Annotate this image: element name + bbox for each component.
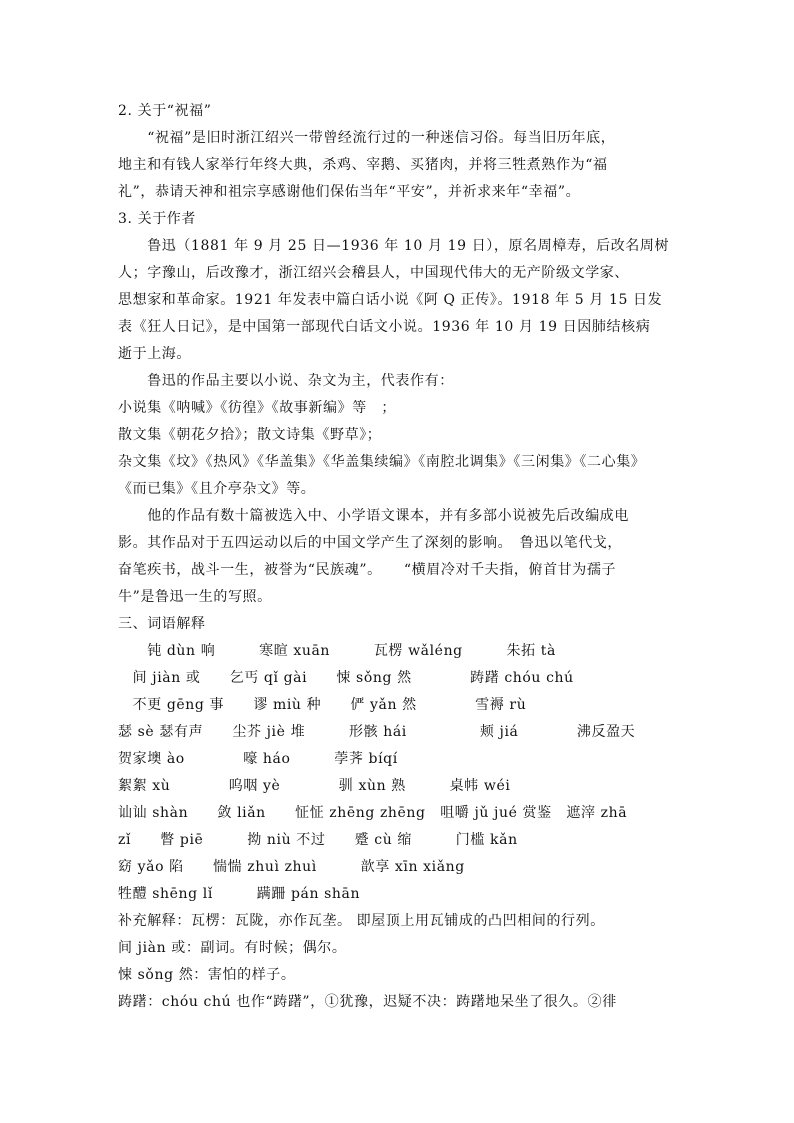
supplementary-explanation: 悚 sǒng 然：害怕的样子。: [118, 967, 296, 983]
supplementary-explanation: 踌躇：chóu chú 也作“踌躇”，①犹豫，迟疑不决：踌躇地呆坐了很久。②徘: [118, 994, 617, 1010]
paragraph-line: 思想家和革命家。1921 年发表中篇白话小说《阿 Q 正传》。1918 年 5 月 15 日发: [118, 292, 663, 308]
paragraph-line: 牛”是鲁迅一生的写照。: [118, 589, 272, 605]
works-list-item: 散文集《朝花夕拾》；散文诗集《野草》；: [118, 427, 382, 443]
paragraph-line: 鲁迅的作品主要以小说、杂文为主，代表作有：: [118, 373, 454, 389]
supplementary-explanation: 间 jiàn 或：副词。有时候；偶尔。: [118, 940, 347, 956]
paragraph-line: 逝于上海。: [118, 346, 191, 362]
vocabulary-row: 钝 dùn 响 寒暄 xuān 瓦楞 wǎléng 朱拓 tà: [118, 643, 556, 659]
works-list-item: 小说集《呐喊》《彷徨》《故事新编》等 ；: [118, 400, 396, 416]
vocabulary-row: 絮絮 xù 呜咽 yè 驯 xùn 熟 桌帏 wéi: [118, 778, 511, 794]
section-heading-author: 3. 关于作者: [118, 211, 197, 227]
paragraph-line: 鲁迅（1881 年 9 月 25 日—1936 年 10 月 19 日），原名周樟寿，后改名周树: [118, 238, 670, 254]
vocabulary-row: 不更 gēng 事 谬 miù 种 俨 yǎn 然 雪褥 rù: [118, 697, 527, 713]
section-heading-zhufu: 2. 关于“祝福”: [118, 103, 212, 119]
vocabulary-row: zǐ 瞥 piē 拗 niù 不过 蹙 cù 缩 门槛 kǎn: [118, 832, 518, 848]
paragraph-line: 表《狂人日记》，是中国第一部现代白话文小说。1936 年 10 月 19 日因肺结核病: [118, 319, 651, 335]
paragraph-line: 他的作品有数十篇被选入中、小学语文课本，并有多部小说被先后改编成电: [118, 508, 629, 524]
works-list-item: 《而已集》《且介亭杂文》等。: [118, 481, 316, 497]
works-list-item: 杂文集《坟》《热风》《华盖集》《华盖集续编》《南腔北调集》《三闲集》《二心集》: [118, 454, 646, 470]
section-heading-vocabulary: 三、词语解释: [118, 616, 206, 632]
paragraph-line: “祝福”是旧时浙江绍兴一带曾经流行过的一种迷信习俗。每当旧历年底，: [118, 130, 616, 146]
paragraph-line: 礼”，恭请天神和祖宗享感谢他们保佑当年“平安”，并祈求来年“幸福”。: [118, 184, 581, 200]
paragraph-line: 奋笔疾书，战斗一生，被誉为“民族魂”。 “横眉冷对千夫指，俯首甘为孺子: [118, 562, 617, 578]
vocabulary-row: 瑟 sè 瑟有声 尘芥 jiè 堆 形骸 hái 颊 jiá 沸反盈天: [118, 724, 636, 740]
paragraph-line: 人；字豫山，后改豫才，浙江绍兴会稽县人，中国现代伟大的无产阶级文学家、: [118, 265, 629, 281]
vocabulary-row: 牲醴 shēng lǐ 蹒跚 pán shān: [118, 886, 361, 902]
vocabulary-row: 间 jiàn 或 乞丐 qǐ gài 悚 sǒng 然 踌躇 chóu chú: [118, 670, 574, 686]
paragraph-line: 地主和有钱人家举行年终大典，杀鸡、宰鹅、买猪肉，并将三牲煮熟作为“福: [118, 157, 608, 173]
vocabulary-row: 贺家墺 ào 嚎 háo 荸荠 bíqí: [118, 751, 398, 767]
vocabulary-row: 窈 yǎo 陷 惴惴 zhuì zhuì 歆享 xīn xiǎng: [118, 859, 465, 875]
paragraph-line: 影。其作品对于五四运动以后的中国文学产生了深刻的影响。 鲁迅以笔代戈，: [118, 535, 622, 551]
vocabulary-row: 讪讪 shàn 敛 liǎn 怔怔 zhēng zhēng 咀嚼 jǔ jué 赏鉴 遮滓 zhā: [118, 805, 628, 821]
supplementary-explanation: 补充解释：瓦楞：瓦陇，亦作瓦垄。 即屋顶上用瓦铺成的凸凹相间的行列。: [118, 913, 605, 929]
